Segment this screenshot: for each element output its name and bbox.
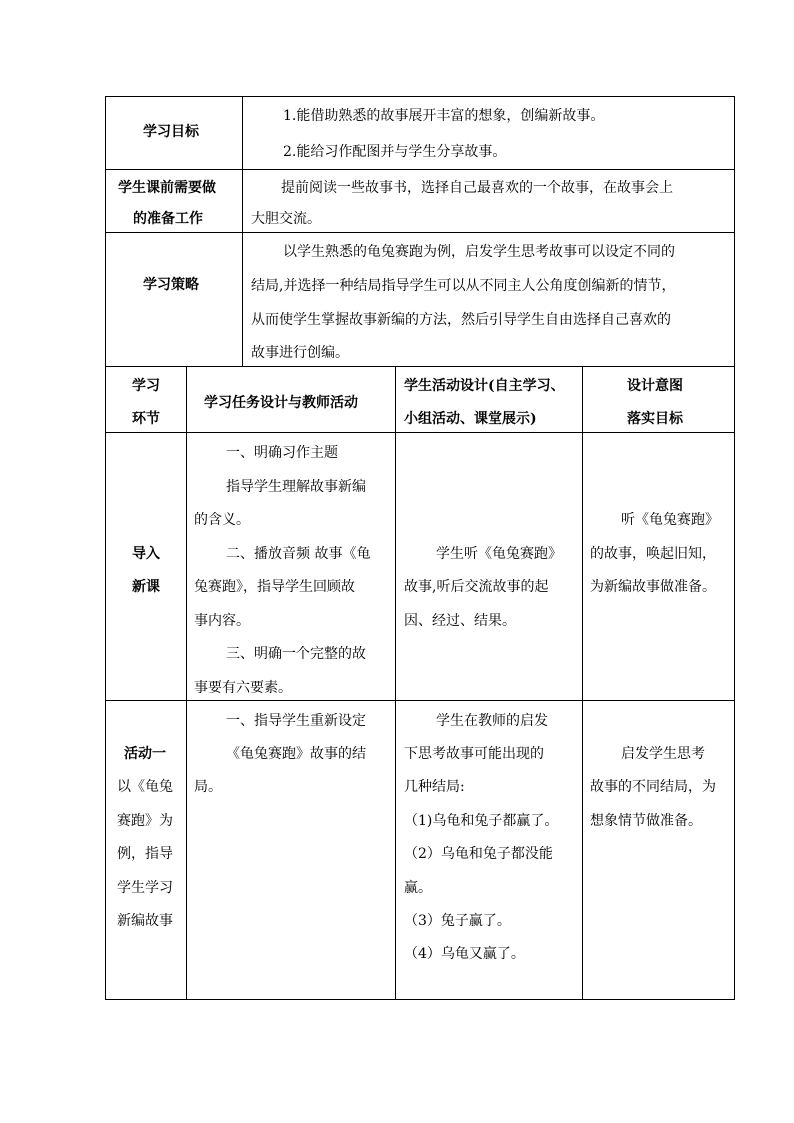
stage-line: 新编故事 bbox=[117, 913, 173, 929]
teacher-line: 《龟兔赛跑》故事的结 bbox=[226, 746, 366, 762]
stage-line: 例，指导 bbox=[117, 846, 173, 862]
objectives-label: 学习目标 bbox=[143, 124, 199, 140]
header-student: 学生活动设计(自主学习、 bbox=[404, 378, 565, 394]
stage-line: 以《龟兔 bbox=[117, 779, 173, 795]
teacher-line: 三、明确一个完整的故 bbox=[226, 646, 366, 662]
intent-line: 想象情节做准备。 bbox=[590, 813, 702, 829]
rule bbox=[186, 366, 187, 1000]
stage-label: 活动一 bbox=[124, 746, 166, 762]
student-line: （4）乌龟又赢了。 bbox=[404, 946, 525, 962]
teacher-line: 指导学生理解故事新编 bbox=[226, 479, 366, 495]
stage-line: 学生学习 bbox=[117, 880, 173, 896]
rule bbox=[105, 366, 735, 367]
rule bbox=[105, 432, 735, 433]
preparation-label: 的准备工作 bbox=[133, 211, 203, 227]
rule bbox=[242, 96, 243, 366]
strategy-label: 学习策略 bbox=[143, 277, 199, 293]
header-teacher: 学习任务设计与教师活动 bbox=[204, 395, 358, 411]
student-line: 因、经过、结果。 bbox=[404, 613, 516, 629]
intent-line: 的故事，唤起旧知， bbox=[590, 546, 716, 562]
teacher-line: 事内容。 bbox=[194, 613, 250, 629]
intent-line: 启发学生思考 bbox=[621, 746, 705, 762]
intent-line: 听《龟兔赛跑》 bbox=[621, 512, 719, 528]
student-line: （1)乌龟和兔子都赢了。 bbox=[404, 813, 559, 829]
header-stage: 环节 bbox=[132, 411, 160, 427]
rule bbox=[105, 169, 735, 170]
header-intent: 落实目标 bbox=[627, 411, 683, 427]
stage-label: 新课 bbox=[132, 579, 160, 595]
rule bbox=[105, 96, 735, 97]
teacher-line: 二、播放音频 故事《龟 bbox=[226, 546, 371, 562]
header-student: 小组活动、课堂展示) bbox=[404, 411, 537, 427]
student-line: 下思考故事可能出现的 bbox=[404, 746, 544, 762]
rule bbox=[734, 96, 735, 1000]
header-intent: 设计意图 bbox=[627, 378, 683, 394]
strategy-line: 故事进行创编。 bbox=[251, 345, 349, 361]
rule bbox=[582, 366, 583, 1000]
intent-line: 故事的不同结局，为 bbox=[590, 779, 716, 795]
rule bbox=[105, 700, 735, 701]
strategy-line: 结局,并选择一种结局指导学生可以从不同主人公角度创编新的情节， bbox=[251, 278, 676, 294]
preparation-label: 学生课前需要做 bbox=[118, 180, 216, 196]
student-line: 赢。 bbox=[404, 880, 432, 896]
rule bbox=[105, 232, 735, 233]
teacher-line: 一、指导学生重新设定 bbox=[226, 713, 366, 729]
rule bbox=[105, 999, 735, 1000]
rule bbox=[105, 96, 106, 1000]
preparation-line: 提前阅读一些故事书，选择自己最喜欢的一个故事，在故事会上 bbox=[281, 180, 673, 196]
strategy-line: 以学生熟悉的龟兔赛跑为例，启发学生思考故事可以设定不同的 bbox=[283, 244, 675, 260]
teacher-line: 局。 bbox=[194, 779, 222, 795]
objective-line: 2.能给习作配图并与学生分享故事。 bbox=[283, 144, 507, 160]
student-line: 故事,听后交流故事的起 bbox=[404, 579, 549, 595]
student-line: 几种结局: bbox=[404, 779, 465, 795]
header-stage: 学习 bbox=[132, 378, 160, 394]
objective-line: 1.能借助熟悉的故事展开丰富的想象，创编新故事。 bbox=[283, 108, 605, 124]
stage-label: 导入 bbox=[132, 546, 160, 562]
rule bbox=[395, 366, 396, 1000]
intent-line: 为新编故事做准备。 bbox=[590, 579, 716, 595]
stage-line: 赛跑》为 bbox=[117, 813, 173, 829]
teacher-line: 的含义。 bbox=[194, 512, 250, 528]
student-line: （3）兔子赢了。 bbox=[404, 913, 511, 929]
teacher-line: 一、明确习作主题 bbox=[226, 445, 338, 461]
student-line: 学生在教师的启发 bbox=[436, 713, 548, 729]
teacher-line: 事要有六要素。 bbox=[194, 680, 292, 696]
student-line: 学生听《龟兔赛跑》 bbox=[436, 546, 562, 562]
teacher-line: 兔赛跑》，指导学生回顾故 bbox=[194, 579, 355, 595]
student-line: （2）乌龟和兔子都没能 bbox=[404, 846, 553, 862]
strategy-line: 从而使学生掌握故事新编的方法，然后引导学生自由选择自己喜欢的 bbox=[251, 312, 671, 328]
preparation-line: 大胆交流。 bbox=[251, 211, 321, 227]
